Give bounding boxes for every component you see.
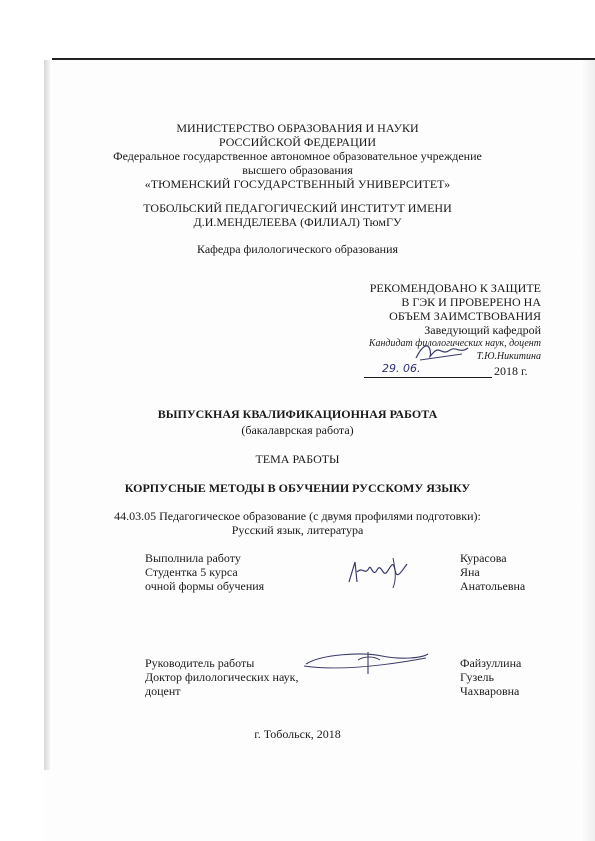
head-name: Т.Ю.Никитина bbox=[476, 351, 541, 362]
student-role-1: Выполнила работу bbox=[145, 551, 241, 565]
program-line-2: Русский язык, литература bbox=[231, 523, 364, 537]
supervisor-role-1: Руководитель работы bbox=[145, 656, 255, 670]
student-role-2: Студентка 5 курса bbox=[145, 565, 238, 579]
institution-line-2: высшего образования bbox=[242, 163, 353, 177]
handwritten-date: 29. 06. bbox=[382, 362, 421, 375]
supervisor-role-3: доцент bbox=[145, 684, 181, 698]
work-topic: КОРПУСНЫЕ МЕТОДЫ В ОБУЧЕНИИ РУССКОМУ ЯЗЫКУ bbox=[124, 481, 471, 495]
branch-line-2: Д.И.МЕНДЕЛЕЕВА (ФИЛИАЛ) ТюмГУ bbox=[193, 215, 402, 229]
supervisor-role-2: Доктор филологических наук, bbox=[145, 670, 299, 684]
approval-line-3: ОБЪЕМ ЗАИМСТВОВАНИЯ bbox=[389, 309, 541, 323]
scan-top-edge bbox=[52, 58, 595, 60]
supervisor-first-name: Гузель bbox=[460, 670, 495, 684]
supervisor-patronymic: Чахваровна bbox=[460, 684, 520, 698]
program-line-1: 44.03.05 Педагогическое образование (с двумя профилями подготовки): bbox=[114, 509, 481, 523]
approval-line-2: В ГЭК И ПРОВЕРЕНО НА bbox=[401, 295, 541, 309]
supervisor-signature bbox=[302, 648, 432, 676]
supervisor-surname: Файзуллина bbox=[460, 656, 522, 670]
student-first-name: Яна bbox=[460, 565, 480, 579]
head-signature bbox=[412, 340, 470, 364]
topic-label: ТЕМА РАБОТЫ bbox=[255, 452, 340, 466]
ministry-line-1: МИНИСТЕРСТВО ОБРАЗОВАНИЯ И НАУКИ bbox=[176, 121, 419, 135]
student-patronymic: Анатольевна bbox=[460, 579, 526, 593]
ministry-line-2: РОССИЙСКОЙ ФЕДЕРАЦИИ bbox=[218, 135, 377, 149]
department-name: Кафедра филологического образования bbox=[196, 242, 399, 256]
approval-year: 2018 г. bbox=[494, 364, 528, 378]
city-year: г. Тобольск, 2018 bbox=[254, 727, 341, 741]
student-surname: Курасова bbox=[460, 551, 507, 565]
work-title: ВЫПУСКНАЯ КВАЛИФИКАЦИОННАЯ РАБОТА bbox=[157, 407, 438, 421]
student-signature bbox=[343, 552, 413, 592]
head-position: Кандидат филологических наук, доцент bbox=[368, 338, 541, 349]
student-role-3: очной формы обучения bbox=[145, 579, 265, 593]
approval-line-4: Заведующий кафедрой bbox=[424, 323, 541, 337]
work-subtitle: (бакалаврская работа) bbox=[241, 423, 354, 437]
institution-line-1: Федеральное государственное автономное образовательное учреждение bbox=[113, 149, 482, 163]
branch-line-1: ТОБОЛЬСКИЙ ПЕДАГОГИЧЕСКИЙ ИНСТИТУТ ИМЕНИ bbox=[143, 201, 452, 215]
approval-line-1: РЕКОМЕНДОВАНО К ЗАЩИТЕ bbox=[369, 281, 541, 295]
university-name: «ТЮМЕНСКИЙ ГОСУДАРСТВЕННЫЙ УНИВЕРСИТЕТ» bbox=[144, 177, 451, 191]
